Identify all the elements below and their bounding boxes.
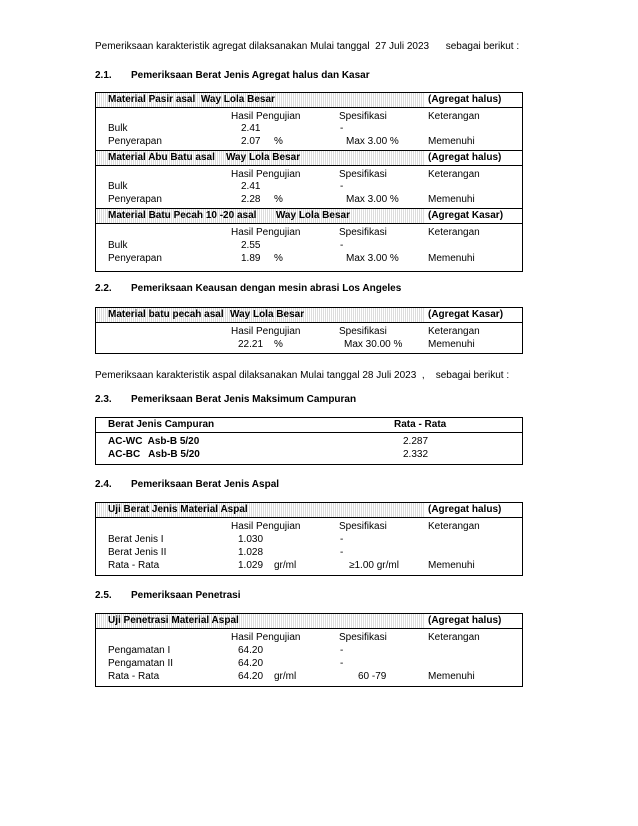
section-number-2-2: 2.2. bbox=[95, 283, 112, 294]
ket-keausan: Memenuhi bbox=[428, 339, 475, 350]
row-label-bulk: Bulk bbox=[108, 240, 128, 251]
row-label-berat-jenis-2: Berat Jenis II bbox=[108, 547, 167, 558]
col-spesifikasi: Spesifikasi bbox=[339, 521, 387, 532]
row-label-penyerapan: Penyerapan bbox=[108, 253, 162, 264]
col-hasil-pengujian: Hasil Pengujian bbox=[231, 521, 301, 532]
row-spec-bulk: - bbox=[340, 181, 344, 192]
section-number-2-4: 2.4. bbox=[95, 479, 112, 490]
row-label-rata-rata: Rata - Rata bbox=[108, 671, 160, 682]
row-spec-penyerapan: Max 3.00 % bbox=[346, 253, 399, 264]
block-title-abu-batu: Material Abu Batu asal Way Lola Besar bbox=[108, 152, 301, 163]
row-value-berat-jenis-2: 1.028 bbox=[238, 547, 264, 558]
row-value-bulk: 2.41 bbox=[241, 123, 261, 134]
col-hasil-pengujian: Hasil Pengujian bbox=[231, 632, 301, 643]
row-value-berat-jenis-1: 1.030 bbox=[238, 534, 264, 545]
row-value-bulk: 2.41 bbox=[241, 181, 261, 192]
col-keterangan: Keterangan bbox=[428, 521, 480, 532]
header-left-aspal: Uji Berat Jenis Material Aspal bbox=[108, 504, 248, 515]
col-spesifikasi: Spesifikasi bbox=[339, 227, 387, 238]
row-spec-berat-jenis-2: - bbox=[340, 547, 344, 558]
header-right-aspal: (Agregat halus) bbox=[428, 504, 502, 515]
row-value-rata-rata: 1.029 bbox=[238, 560, 264, 571]
col-hasil-pengujian: Hasil Pengujian bbox=[231, 111, 301, 122]
row-label-pengamatan-1: Pengamatan I bbox=[108, 645, 171, 656]
row-label-berat-jenis-1: Berat Jenis I bbox=[108, 534, 164, 545]
row-value-pengamatan-2: 64.20 bbox=[238, 658, 264, 669]
section-number-2-3: 2.3. bbox=[95, 394, 112, 405]
col-spesifikasi: Spesifikasi bbox=[339, 326, 387, 337]
row-unit-penyerapan: % bbox=[274, 253, 283, 264]
row-label-campuran: AC-WC Asb-B 5/20 bbox=[108, 436, 200, 447]
row-spec-rata-rata: ≥1.00 gr/ml bbox=[349, 560, 399, 571]
row-label-pengamatan-2: Pengamatan II bbox=[108, 658, 174, 669]
row-unit-penyerapan: % bbox=[274, 194, 283, 205]
col-spesifikasi: Spesifikasi bbox=[339, 632, 387, 643]
col-keterangan: Keterangan bbox=[428, 326, 480, 337]
row-unit-rata-rata: gr/ml bbox=[274, 560, 297, 571]
row-label-penyerapan: Penyerapan bbox=[108, 136, 162, 147]
row-spec-penyerapan: Max 3.00 % bbox=[346, 136, 399, 147]
col-spesifikasi: Spesifikasi bbox=[339, 111, 387, 122]
section-title-2-3: Pemeriksaan Berat Jenis Maksimum Campuran bbox=[131, 394, 357, 405]
row-spec-berat-jenis-1: - bbox=[340, 534, 344, 545]
row-label-campuran: AC-BC Asb-B 5/20 bbox=[108, 449, 200, 460]
row-label-bulk: Bulk bbox=[108, 181, 128, 192]
row-spec-bulk: - bbox=[340, 240, 344, 251]
col-keterangan: Keterangan bbox=[428, 169, 480, 180]
col-hasil-pengujian: Hasil Pengujian bbox=[231, 326, 301, 337]
col-keterangan: Keterangan bbox=[428, 632, 480, 643]
block-title-pasir: Material Pasir asal Way Lola Besar bbox=[108, 94, 275, 105]
section-title-2-5: Pemeriksaan Penetrasi bbox=[131, 590, 241, 601]
table-berat-jenis-campuran bbox=[95, 417, 523, 465]
row-spec-pengamatan-1: - bbox=[340, 645, 344, 656]
row-value-penyerapan: 2.28 bbox=[241, 194, 261, 205]
row-value-pengamatan-1: 64.20 bbox=[238, 645, 264, 656]
block-title-batu-pecah: Material Batu Pecah 10 -20 asal Way Lola Besar bbox=[108, 210, 350, 221]
row-value-penyerapan: 1.89 bbox=[241, 253, 261, 264]
table-berat-jenis-agregat bbox=[95, 92, 523, 272]
header-label-keausan: Material batu pecah asal bbox=[108, 309, 224, 320]
col-hasil-pengujian: Hasil Pengujian bbox=[231, 227, 301, 238]
section-number-2-1: 2.1. bbox=[95, 70, 112, 81]
unit-keausan: % bbox=[274, 339, 283, 350]
row-unit-rata-rata: gr/ml bbox=[274, 671, 297, 682]
header-left-penetrasi: Uji Penetrasi Material Aspal bbox=[108, 615, 239, 626]
row-ket-penyerapan: Memenuhi bbox=[428, 253, 475, 264]
intro-aspal: Pemeriksaan karakteristik aspal dilaksanakan Mulai tanggal 28 Juli 2023 , sebagai berikut : bbox=[95, 370, 510, 381]
row-ket-rata-rata: Memenuhi bbox=[428, 560, 475, 571]
row-spec-penyerapan: Max 3.00 % bbox=[346, 194, 399, 205]
block-type-abu-batu: (Agregat halus) bbox=[428, 152, 502, 163]
col-keterangan: Keterangan bbox=[428, 111, 480, 122]
block-type-batu-pecah: (Agregat Kasar) bbox=[428, 210, 504, 221]
row-ket-penyerapan: Memenuhi bbox=[428, 194, 475, 205]
section-title-2-4: Pemeriksaan Berat Jenis Aspal bbox=[131, 479, 280, 490]
table-penetrasi bbox=[95, 613, 523, 687]
intro-agregat: Pemeriksaan karakteristik agregat dilaksanakan Mulai tanggal 27 Juli 2023 sebagai berikut : bbox=[95, 41, 520, 52]
section-title-2-1: Pemeriksaan Berat Jenis Agregat halus dan Kasar bbox=[131, 70, 370, 81]
row-value-campuran: 2.287 bbox=[403, 436, 429, 447]
row-unit-penyerapan: % bbox=[274, 136, 283, 147]
row-label-penyerapan: Penyerapan bbox=[108, 194, 162, 205]
header-right-penetrasi: (Agregat halus) bbox=[428, 615, 502, 626]
header-source-keausan: Way Lola Besar bbox=[230, 309, 305, 320]
table-keausan bbox=[95, 307, 523, 354]
header-type-keausan: (Agregat Kasar) bbox=[428, 309, 504, 320]
row-label-bulk: Bulk bbox=[108, 123, 128, 134]
row-spec-pengamatan-2: - bbox=[340, 658, 344, 669]
section-title-2-2: Pemeriksaan Keausan dengan mesin abrasi Los Angeles bbox=[131, 283, 402, 294]
table-berat-jenis-aspal bbox=[95, 502, 523, 576]
value-keausan: 22.21 bbox=[238, 339, 264, 350]
row-value-bulk: 2.55 bbox=[241, 240, 261, 251]
col-spesifikasi: Spesifikasi bbox=[339, 169, 387, 180]
row-ket-rata-rata: Memenuhi bbox=[428, 671, 475, 682]
row-ket-penyerapan: Memenuhi bbox=[428, 136, 475, 147]
spec-keausan: Max 30.00 % bbox=[344, 339, 403, 350]
header-right-campuran: Rata - Rata bbox=[394, 419, 447, 430]
row-value-rata-rata: 64.20 bbox=[238, 671, 264, 682]
section-number-2-5: 2.5. bbox=[95, 590, 112, 601]
row-value-campuran: 2.332 bbox=[403, 449, 429, 460]
header-left-campuran: Berat Jenis Campuran bbox=[108, 419, 215, 430]
col-hasil-pengujian: Hasil Pengujian bbox=[231, 169, 301, 180]
block-type-pasir: (Agregat halus) bbox=[428, 94, 502, 105]
col-keterangan: Keterangan bbox=[428, 227, 480, 238]
row-spec-bulk: - bbox=[340, 123, 344, 134]
row-value-penyerapan: 2.07 bbox=[241, 136, 261, 147]
row-label-rata-rata: Rata - Rata bbox=[108, 560, 160, 571]
row-spec-rata-rata: 60 -79 bbox=[358, 671, 387, 682]
